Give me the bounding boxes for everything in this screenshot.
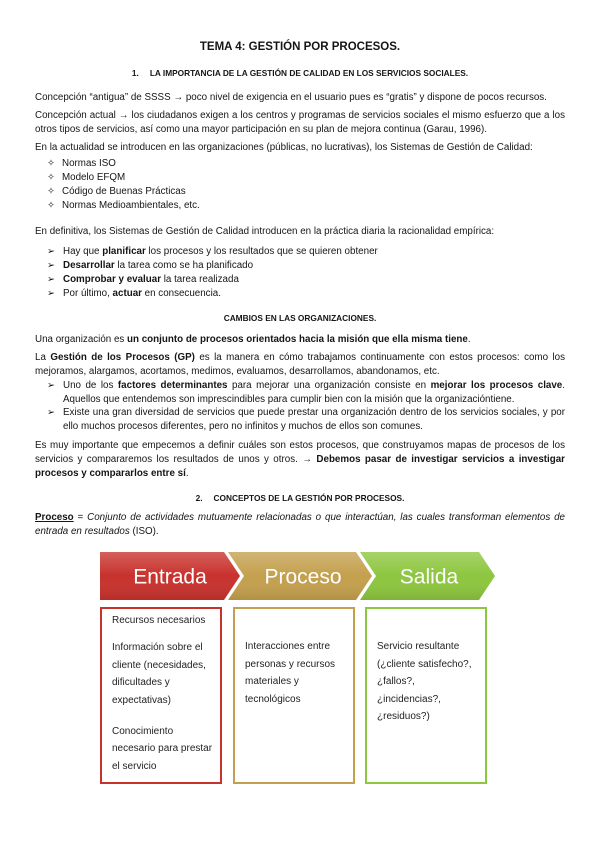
- step-text: los procesos y los resultados que se quieren obtener: [145, 246, 378, 257]
- cambios-heading: CAMBIOS EN LAS ORGANIZACIONES.: [223, 313, 377, 323]
- list-item: [35, 273, 565, 287]
- list-item-text: Modelo EFQM: [62, 172, 126, 183]
- key-points-list: [35, 379, 565, 433]
- point-text: Uno de los: [63, 380, 118, 391]
- salida-label: Salida: [399, 565, 459, 589]
- box-item: Interacciones entre personas y recursos materiales y tecnológicos: [245, 641, 336, 705]
- definition-equals: =: [73, 512, 88, 523]
- section-1-heading: [35, 66, 565, 80]
- page-title: TEMA 4: GESTIÓN POR PROCESOS.: [199, 41, 401, 53]
- box-item: Recursos necesarios: [112, 615, 206, 626]
- diamond-bullet-icon: [47, 171, 55, 185]
- paragraph-emphasis: Debemos pasar de investigar servicios a investigar procesos y compararlos entre sí: [35, 454, 565, 479]
- step-keyword: actuar: [112, 288, 142, 299]
- section-number: 1.: [131, 68, 139, 78]
- step-text: Hay que: [63, 246, 103, 257]
- list-item: [35, 259, 565, 273]
- salida-box: [365, 607, 487, 784]
- paragraph-importante: [35, 439, 565, 481]
- paragraph-definitiva: En definitiva, los Sistemas de Gestión de Calidad introducen en la práctica diaria la racionalidad empírica:: [35, 226, 495, 237]
- entrada-box: [100, 607, 222, 784]
- list-item-text: Normas ISO: [62, 158, 116, 169]
- arrow-bullet-icon: [47, 406, 55, 420]
- box-item: Información sobre el cliente (necesidades, dificultades y expectativas): [112, 642, 206, 706]
- step-keyword: planificar: [102, 246, 146, 257]
- arrow-bullet-icon: [47, 245, 55, 259]
- list-item-text: Normas Medioambientales, etc.: [62, 200, 200, 211]
- arrow-bullet-icon: [47, 273, 55, 287]
- paragraph-text: La: [35, 352, 51, 363]
- box-item: Servicio resultante (¿cliente satisfecho?, ¿fallos?, ¿incidencias?, ¿residuos?): [377, 641, 472, 722]
- box-item: Conocimiento necesario para prestar el servicio: [112, 725, 213, 772]
- list-item: [35, 171, 565, 185]
- arrow-bullet-icon: [47, 379, 55, 393]
- definition-source: (ISO).: [129, 526, 159, 537]
- list-item: [35, 157, 565, 171]
- paragraph-text: es la manera en cómo trabajamos continuamente con estos procesos: como los mejoramos, alargamos, acortamos, medimos, evaluamos, desarrollamos, abandonamos, etc.: [35, 352, 565, 377]
- list-item-text: Código de Buenas Prácticas: [62, 186, 186, 197]
- steps-list: [35, 245, 565, 301]
- list-item: [35, 245, 565, 259]
- paragraph-concepcion-antigua: Concepción “antigua” de SSSS → poco nivel de exigencia en el usuario pues es “gratis” y dispone de pocos recursos.: [35, 92, 547, 103]
- process-chevrons: [0, 548, 600, 604]
- paragraph-text: Una organización es: [35, 334, 128, 345]
- definition-text: Conjunto de actividades mutuamente relacionadas o que interactúan, las cuales transforman elementos de entrada en resultados: [35, 512, 566, 537]
- paragraph-text: .: [467, 334, 471, 345]
- point-text: . Aquellos que entendemos son imprescindibles para cumplir bien con la misión que la organizacióntiene.: [63, 380, 565, 405]
- paragraph-gestion-procesos: [35, 351, 565, 379]
- arrow-bullet-icon: [47, 259, 55, 273]
- step-keyword: Desarrollar: [63, 260, 115, 271]
- list-item: [35, 185, 565, 199]
- paragraph-organizacion: [35, 333, 565, 347]
- quality-systems-list: [35, 157, 565, 213]
- paragraph-text: Es muy importante que empecemos a definir cuáles son estos procesos, que construyamos mapas de procesos de los servicios y compararemos los resultados de unos y otros. →: [35, 440, 565, 465]
- section-title: LA IMPORTANCIA DE LA GESTIÓN DE CALIDAD EN LOS SERVICIOS SOCIALES.: [149, 68, 469, 78]
- step-text: en consecuencia.: [141, 288, 221, 299]
- diamond-bullet-icon: [47, 199, 55, 213]
- step-keyword: Comprobar y evaluar: [63, 274, 162, 285]
- step-text: Por último,: [63, 288, 113, 299]
- step-text: la tarea realizada: [161, 274, 239, 285]
- paragraph-text: .: [185, 468, 189, 479]
- step-text: la tarea como se ha planificado: [114, 260, 254, 271]
- list-item: [35, 406, 565, 433]
- arrow-bullet-icon: [47, 287, 55, 301]
- section-2-heading: [35, 491, 565, 505]
- section-number: 2.: [195, 493, 203, 503]
- proceso-box: [233, 607, 355, 784]
- diamond-bullet-icon: [47, 185, 55, 199]
- paragraph-actualidad: En la actualidad se introducen en las organizaciones (públicas, no lucrativas), los Sistemas de Gestión de Calidad:: [35, 142, 533, 153]
- paragraph-emphasis: un conjunto de procesos orientados hacia la misión que ella misma tiene: [127, 334, 468, 345]
- paragraph-emphasis: Gestión de los Procesos (GP): [50, 352, 195, 363]
- definition-proceso: [35, 511, 565, 539]
- proceso-label: Proceso: [264, 565, 342, 589]
- list-item: [35, 379, 565, 406]
- list-item: [35, 199, 565, 213]
- point-text: Existe una gran diversidad de servicios que puede prestar una organización dentro de los servicios sociales, y por ello muchos procesos diferentes, pero no infinitos y muchos de ellos son comunes.: [63, 407, 565, 432]
- definition-term: Proceso: [35, 512, 74, 523]
- point-emphasis: mejorar los procesos clave: [430, 380, 563, 391]
- paragraph-concepcion-actual: Concepción actual → los ciudadanos exigen a los centros y programas de servicios sociales el mismo esfuerzo que a los otros tipos de servicios, así como una mayor participación en su plan de mejora continua (Garau, 1996).: [35, 110, 565, 135]
- list-item: [35, 287, 565, 301]
- entrada-label: Entrada: [133, 565, 207, 589]
- point-text: para mejorar una organización consiste en: [227, 380, 431, 391]
- section-title: CONCEPTOS DE LA GESTIÓN POR PROCESOS.: [213, 493, 405, 503]
- diamond-bullet-icon: [47, 157, 55, 171]
- point-emphasis: factores determinantes: [117, 380, 228, 391]
